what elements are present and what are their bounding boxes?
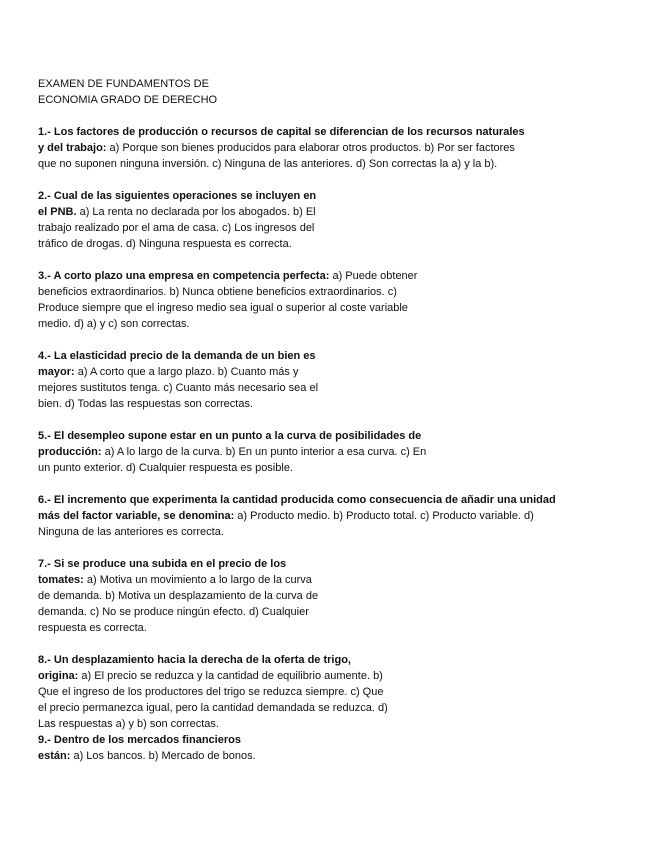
- question-statement: mayor:: [38, 366, 75, 378]
- question-line: [38, 380, 618, 396]
- question-statement: 2.- Cual de las siguientes operaciones se incluyen en: [38, 190, 317, 202]
- question-line: [38, 268, 618, 284]
- question-4: [38, 348, 618, 412]
- question-line: [38, 652, 618, 668]
- question-line: [38, 748, 618, 764]
- question-line: [38, 588, 618, 604]
- question-list: [38, 124, 618, 764]
- question-line: [38, 524, 618, 540]
- question-line: [38, 716, 618, 732]
- question-line: [38, 572, 618, 588]
- question-statement: están:: [38, 750, 71, 762]
- answer-options-text: que no suponen ninguna inversión. c) Ninguna de las anteriores. d) Son correctas la a) y la b).: [38, 158, 498, 170]
- question-line: [38, 556, 618, 572]
- question-statement: más del factor variable, se denomina:: [38, 510, 235, 522]
- question-statement: 3.- A corto plazo una empresa en competencia perfecta:: [38, 270, 330, 282]
- answer-options-text: a) Motiva un movimiento a lo largo de la curva: [83, 574, 312, 586]
- answer-options-text: Que el ingreso de los productores del trigo se reduzca siempre. c) Que: [38, 686, 384, 698]
- answer-options-text: respuesta es correcta.: [38, 622, 147, 634]
- answer-options-text: a) A lo largo de la curva. b) En un punto interior a esa curva. c) En: [101, 446, 427, 458]
- question-statement: el PNB.: [38, 206, 77, 218]
- spacer: [38, 476, 618, 492]
- answer-options-text: a) Los bancos. b) Mercado de bonos.: [70, 750, 256, 762]
- answer-options-text: a) Producto medio. b) Producto total. c) Producto variable. d): [234, 510, 534, 522]
- answer-options-text: demanda. c) No se produce ningún efecto. d) Cualquier: [38, 606, 309, 618]
- question-line: [38, 668, 618, 684]
- question-7: [38, 556, 618, 636]
- answer-options-text: medio. d) a) y c) son correctas.: [38, 318, 190, 330]
- answer-options-text: a) La renta no declarada por los abogados. b) El: [76, 206, 316, 218]
- answer-options-text: a) Porque son bienes producidos para elaborar otros productos. b) Por ser factores: [106, 142, 515, 154]
- answer-options-text: a) El precio se reduzca y la cantidad de equilibrio aumente. b): [78, 670, 383, 682]
- answer-options-text: tráfico de drogas. d) Ninguna respuesta es correcta.: [38, 238, 292, 250]
- question-line: [38, 348, 618, 364]
- spacer: [38, 252, 618, 268]
- answer-options-text: mejores sustitutos tenga. c) Cuanto más necesario sea el: [38, 382, 319, 394]
- question-line: [38, 396, 618, 412]
- question-line: [38, 188, 618, 204]
- question-2: [38, 188, 618, 252]
- question-line: [38, 220, 618, 236]
- question-statement: 9.- Dentro de los mercados financieros: [38, 734, 241, 746]
- answer-options-text: a) Puede obtener: [329, 270, 418, 282]
- question-line: [38, 236, 618, 252]
- spacer: [38, 412, 618, 428]
- document-title-line-1: EXAMEN DE FUNDAMENTOS DE: [38, 78, 209, 90]
- spacer: [38, 332, 618, 348]
- question-1: [38, 124, 618, 172]
- question-statement: origina:: [38, 670, 79, 682]
- question-line: [38, 684, 618, 700]
- question-statement: 8.- Un desplazamiento hacia la derecha de la oferta de trigo,: [38, 654, 351, 666]
- question-statement: 1.- Los factores de producción o recursos de capital se diferencian de los recursos naturales: [38, 126, 525, 138]
- question-statement: 5.- El desempleo supone estar en un punto a la curva de posibilidades de: [38, 430, 422, 442]
- question-statement: producción:: [38, 446, 102, 458]
- question-line: [38, 204, 618, 220]
- answer-options-text: un punto exterior. d) Cualquier respuesta es posible.: [38, 462, 293, 474]
- question-8: [38, 652, 618, 732]
- question-5: [38, 428, 618, 476]
- question-statement: 7.- Si se produce una subida en el precio de los: [38, 558, 287, 570]
- question-line: [38, 284, 618, 300]
- question-line: [38, 124, 618, 140]
- question-line: [38, 156, 618, 172]
- question-line: [38, 460, 618, 476]
- answer-options-text: Produce siempre que el ingreso medio sea igual o superior al coste variable: [38, 302, 408, 314]
- answer-options-text: beneficios extraordinarios. b) Nunca obtiene beneficios extraordinarios. c): [38, 286, 397, 298]
- spacer: [38, 636, 618, 652]
- question-6: [38, 492, 618, 540]
- document-title-line-2: ECONOMIA GRADO DE DERECHO: [38, 94, 218, 106]
- answer-options-text: a) A corto que a largo plazo. b) Cuanto más y: [74, 366, 299, 378]
- question-3: [38, 268, 618, 332]
- question-line: [38, 140, 618, 156]
- answer-options-text: de demanda. b) Motiva un desplazamiento de la curva de: [38, 590, 319, 602]
- question-line: [38, 364, 618, 380]
- exam-document: [38, 76, 618, 764]
- question-line: [38, 444, 618, 460]
- answer-options-text: Ninguna de las anteriores es correcta.: [38, 526, 224, 538]
- question-line: [38, 620, 618, 636]
- answer-options-text: el precio permanezca igual, pero la cantidad demandada se reduzca. d): [38, 702, 388, 714]
- question-9: [38, 732, 618, 764]
- answer-options-text: Las respuestas a) y b) son correctas.: [38, 718, 219, 730]
- question-statement: 6.- El incremento que experimenta la cantidad producida como consecuencia de añadir una unidad: [38, 494, 556, 506]
- question-line: [38, 700, 618, 716]
- question-line: [38, 492, 618, 508]
- question-statement: tomates:: [38, 574, 84, 586]
- question-line: [38, 428, 618, 444]
- question-line: [38, 508, 618, 524]
- spacer: [38, 108, 618, 124]
- answer-options-text: bien. d) Todas las respuestas son correctas.: [38, 398, 254, 410]
- answer-options-text: trabajo realizado por el ama de casa. c) Los ingresos del: [38, 222, 315, 234]
- question-statement: 4.- La elasticidad precio de la demanda de un bien es: [38, 350, 316, 362]
- question-line: [38, 732, 618, 748]
- spacer: [38, 540, 618, 556]
- question-line: [38, 300, 618, 316]
- spacer: [38, 172, 618, 188]
- question-statement: y del trabajo:: [38, 142, 107, 154]
- question-line: [38, 316, 618, 332]
- question-line: [38, 604, 618, 620]
